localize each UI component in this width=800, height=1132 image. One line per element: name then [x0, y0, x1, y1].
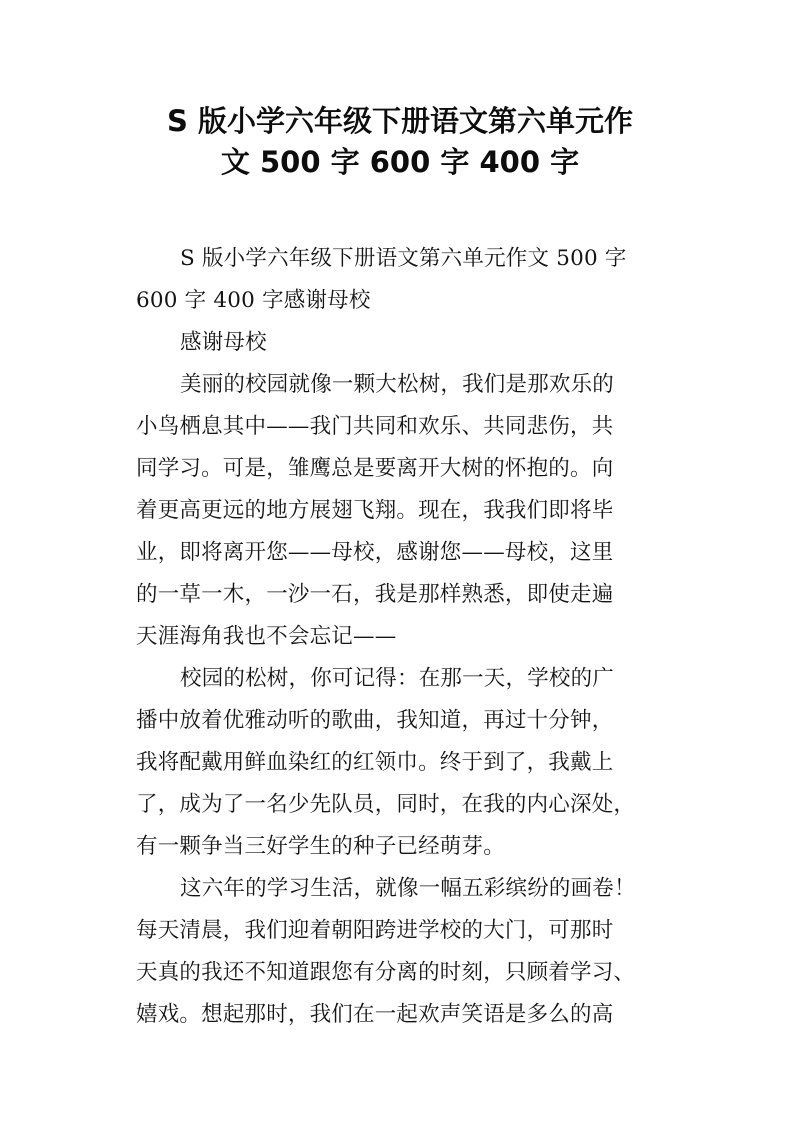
text-line: 这六年的学习生活，就像一幅五彩缤纷的画卷！: [180, 876, 636, 901]
text-line: 每天清晨，我们迎着朝阳跨进学校的大门，可那时: [136, 918, 614, 943]
text-line: 天真的我还不知道跟您有分离的时刻，只顾着学习、: [136, 960, 636, 985]
paragraph-2: [136, 658, 666, 868]
text-line: S 版小学六年级下册语文第六单元作文 500 字: [180, 246, 627, 271]
text-line: 校园的松树，你可记得：在那一天，学校的广: [180, 666, 615, 691]
paragraph-3: [136, 868, 666, 1036]
document-title-line-1: S 版小学六年级下册语文第六单元作: [167, 104, 633, 138]
text-line: 有一颗争当三好学生的种子已经萌芽。: [136, 834, 505, 859]
text-line: 600 字 400 字感谢母校: [136, 288, 371, 313]
text-line: 播中放着优雅动听的歌曲，我知道，再过十分钟，: [136, 708, 614, 733]
document-body: [136, 238, 666, 1036]
text-line: 美丽的校园就像一颗大松树，我们是那欢乐的: [180, 372, 615, 397]
text-line: 小鸟栖息其中——我门共同和欢乐、共同悲伤，共: [136, 414, 614, 439]
text-line: 着更高更远的地方展翅飞翔。现在，我我们即将毕: [136, 498, 614, 523]
text-line: 业，即将离开您——母校，感谢您——母校，这里: [136, 540, 614, 565]
text-line: 天涯海角我也不会忘记——: [136, 624, 397, 649]
text-line: 我将配戴用鲜血染红的红领巾。终于到了，我戴上: [136, 750, 614, 775]
essay-subtitle: 感谢母校: [180, 330, 267, 355]
paragraph-heading-repeat: [136, 238, 666, 322]
document-title-line-2: 文 500 字 600 字 400 字: [220, 145, 580, 179]
text-line: 了，成为了一名少先队员，同时，在我的内心深处，: [136, 792, 636, 817]
text-line: 的一草一木，一沙一石，我是那样熟悉，即使走遍: [136, 582, 614, 607]
paragraph-1: [136, 364, 666, 658]
text-line: 同学习。可是，雏鹰总是要离开大树的怀抱的。向: [136, 456, 614, 481]
paragraph-subtitle: [136, 322, 666, 364]
text-line: 嬉戏。想起那时，我们在一起欢声笑语是多么的高: [136, 1002, 614, 1027]
